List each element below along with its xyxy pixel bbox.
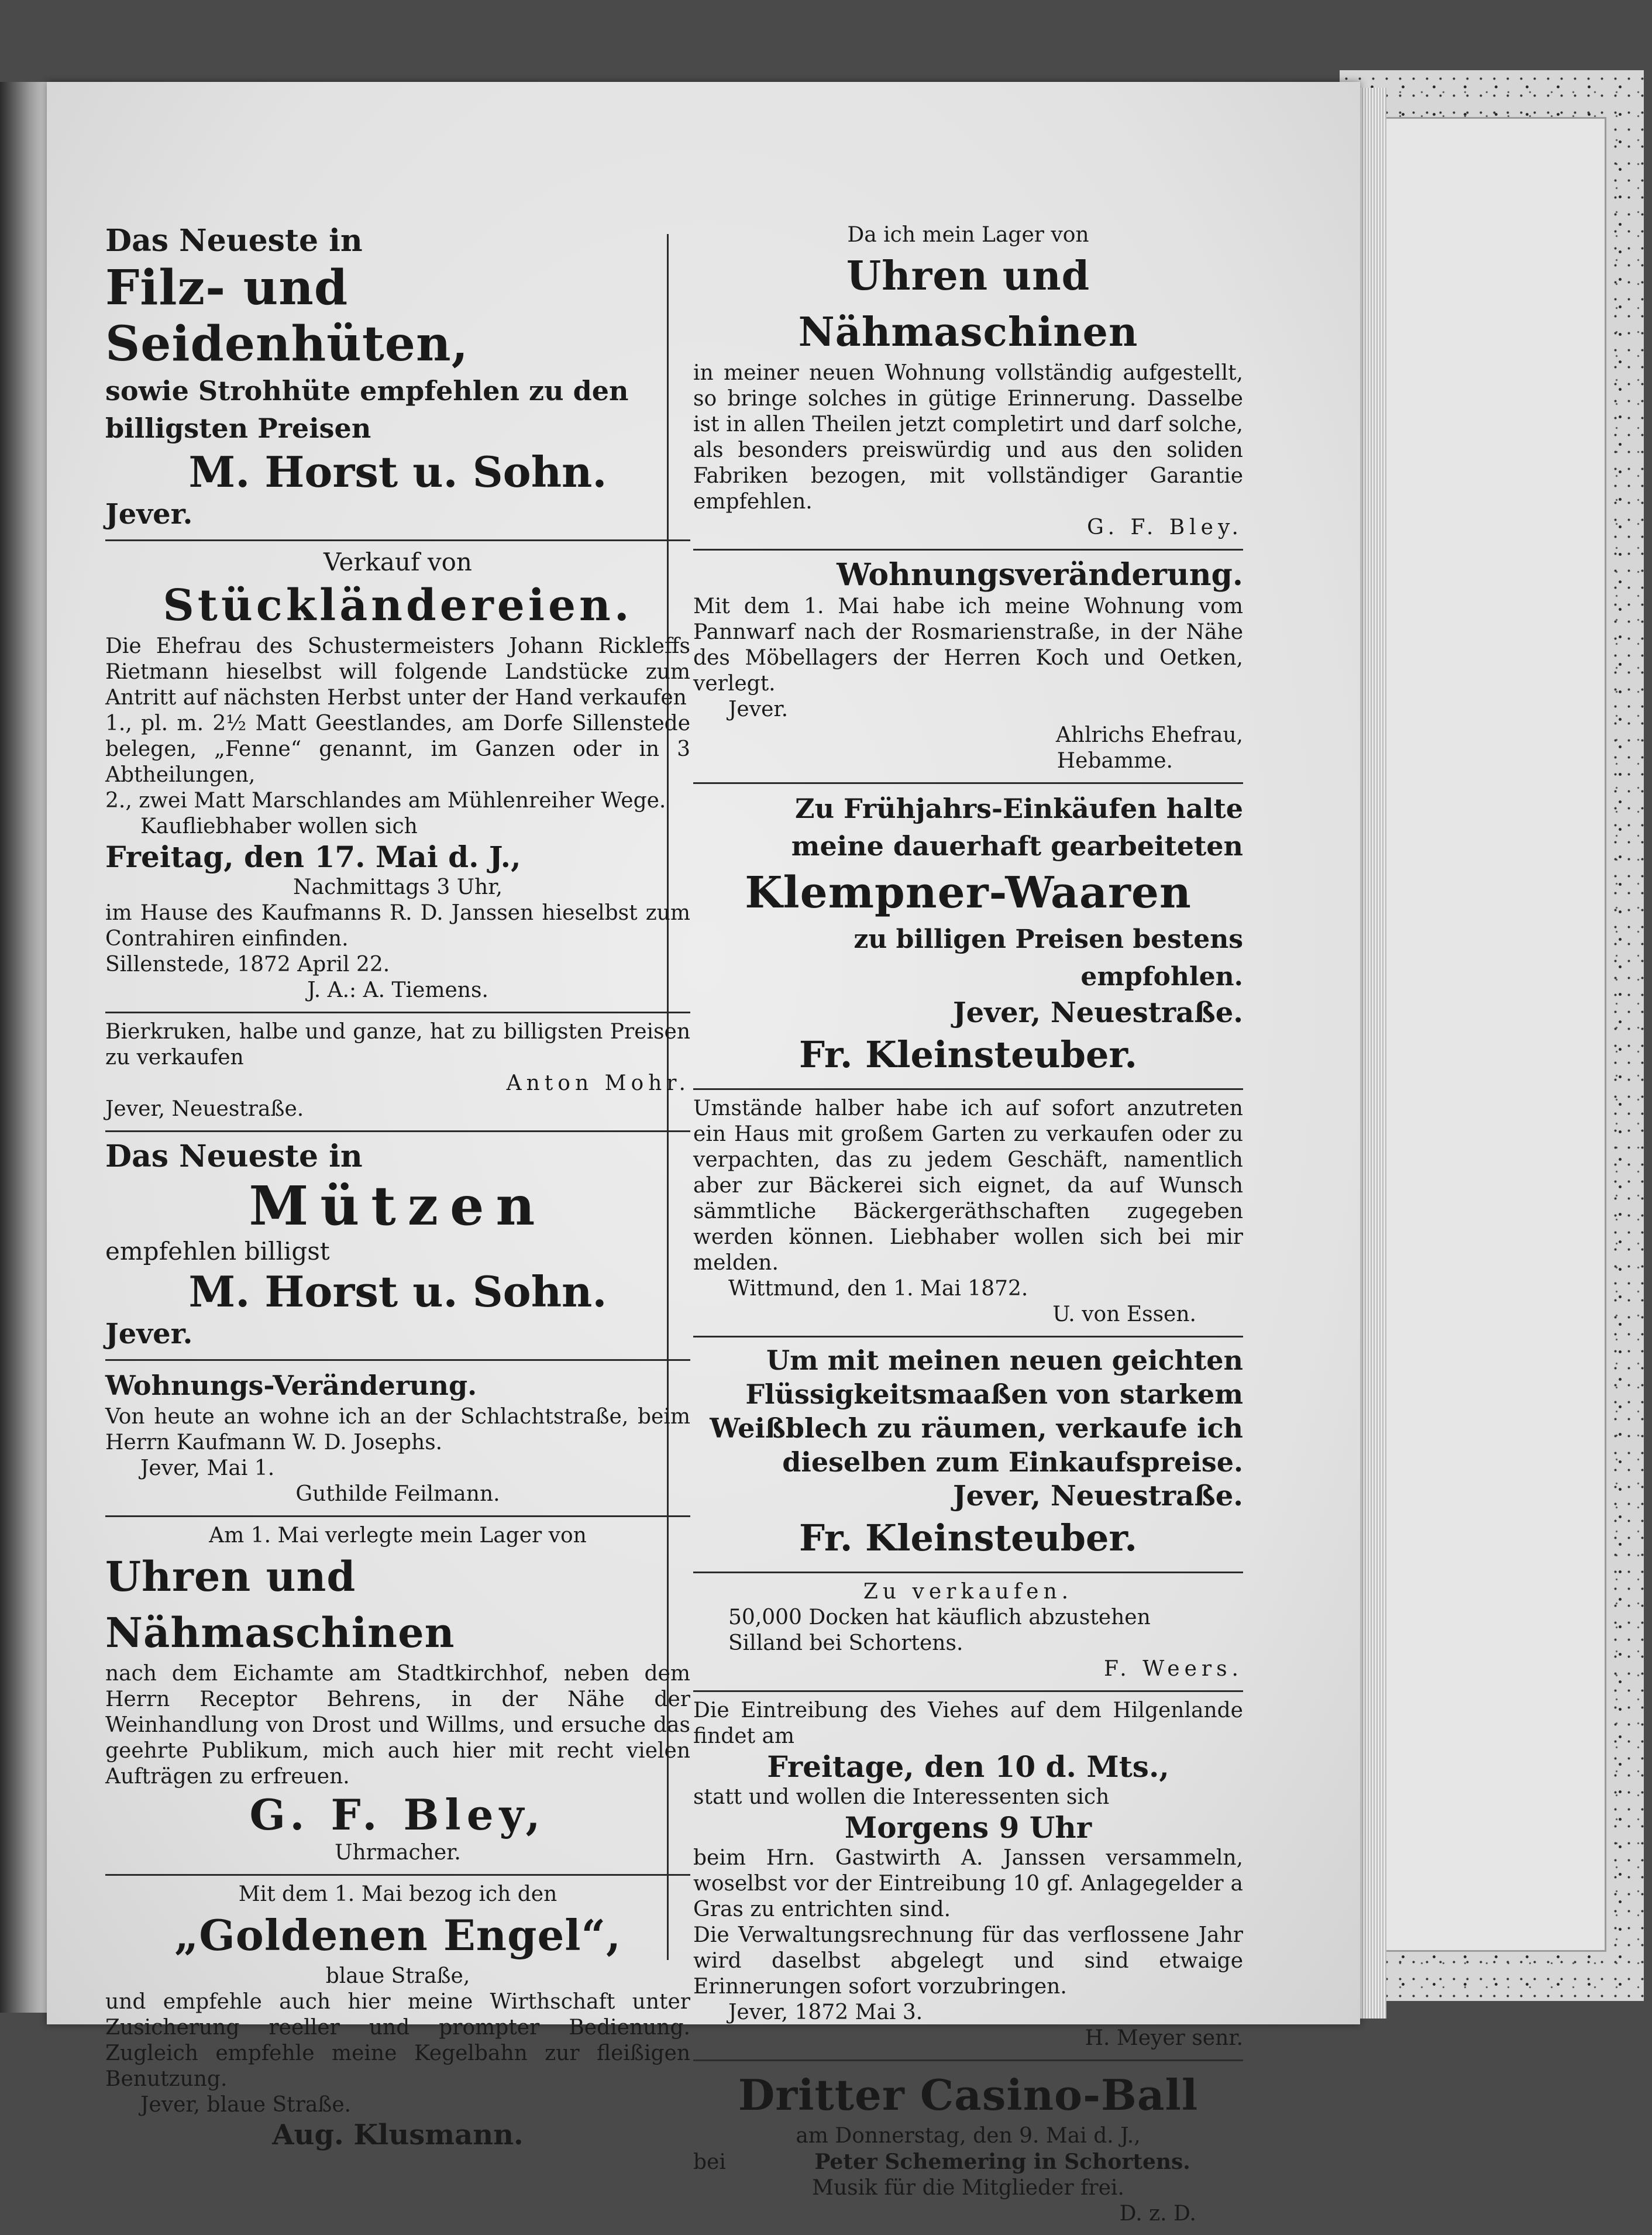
ad-move-ahlrichs-title: Wohnungsveränderung.: [837, 557, 1243, 593]
ad-clocks-left-body: nach dem Eichamte am Stadtkirchhof, neben dem Herrn Receptor Behrens, in der Nähe der Weinhandlung von Drost und Willms, und ersuche das geehrte Publikum, mich auch hier mit recht vielen Aufträgen zu erfreuen.: [105, 1662, 690, 1789]
ad-casino-title: Dritter Casino-Ball: [738, 2070, 1199, 2120]
ad-casino-where-line: [693, 2149, 1243, 2175]
ad-tinware: [693, 784, 1243, 1090]
ad-measures-firm: Fr. Kleinsteuber.: [799, 1517, 1137, 1559]
ad-beer-place: Jever, Neuestraße.: [105, 1097, 304, 1121]
ad-land-body: Die Ehefrau des Schustermeisters Johann Rickleffs Rietmann hieselbst will folgende Landstücke zum Antritt auf nächsten Herbst unter der Hand verkaufen: [105, 634, 690, 710]
ad-angel-sub: blaue Straße,: [325, 1964, 470, 1988]
ad-land-buyers: Kaufliebhaber wollen sich: [140, 814, 418, 838]
ad-tinware-line3: zu billigen Preisen bestens empfohlen.: [853, 924, 1243, 992]
ad-caps-firm: M. Horst u. Sohn.: [188, 1267, 607, 1316]
ad-cattle-drive: [693, 1692, 1243, 2061]
ad-land-sale: [105, 541, 690, 1013]
ad-move-feilmann-place: Jever, Mai 1.: [140, 1456, 275, 1480]
ad-caps-line3: empfehlen billigst: [105, 1237, 330, 1266]
ad-cattle-name: H. Meyer senr.: [1085, 2026, 1243, 2050]
ad-move-ahlrichs-place: Jever.: [728, 697, 789, 721]
ad-move-feilmann-body: Von heute an wohne ich an der Schlachtstraße, beim Herrn Kaufmann W. D. Josephs.: [105, 1405, 690, 1455]
ad-land-item2: 2., zwei Matt Marschlandes am Mühlenreiher Wege.: [105, 789, 666, 813]
ad-land-sign: J. A.: A. Tiemens.: [307, 978, 488, 1002]
ad-cattle-body4: Die Verwaltungsrechnung für das verflossene Jahr wird daselbst abgelegt und sind etwaige Erinnerungen sofort vorzubringen.: [693, 1923, 1243, 1999]
ad-docken-sale: [693, 1573, 1243, 1692]
ad-docken-name: F. Weers.: [1103, 1657, 1243, 1681]
ad-cattle-body2: statt und wollen die Interessenten sich: [693, 1785, 1110, 1809]
ad-clocks-right-intro: Da ich mein Lager von: [847, 223, 1089, 247]
ad-tinware-firm: Fr. Kleinsteuber.: [799, 1033, 1137, 1076]
ad-casino-note: Musik für die Mitglieder frei.: [812, 2176, 1124, 2200]
ad-clocks-left-intro: Am 1. Mai verlegte mein Lager von: [209, 1524, 587, 1548]
ad-land-title1: Verkauf von: [323, 548, 472, 576]
ad-hats-line1: Das Neueste in: [105, 223, 363, 259]
ad-land-item1: 1., pl. m. 2½ Matt Geestlandes, am Dorfe Sillenstede belegen, „Fenne“ genannt, im Ganzen oder in 3 Abtheilungen,: [105, 711, 690, 787]
ad-clocks-left-role: Uhrmacher.: [335, 1841, 461, 1865]
ad-tinware-line2: meine dauerhaft gearbeiteten: [791, 830, 1243, 862]
ad-angel-name: Aug. Klusmann.: [272, 2119, 524, 2151]
ad-caps-place: Jever.: [105, 1318, 193, 1350]
ad-hats: [105, 216, 690, 541]
ad-clocks-bley-right: [693, 216, 1243, 551]
ad-cattle-dateline: Jever, 1872 Mai 3.: [728, 2000, 923, 2024]
ad-caps: [105, 1132, 690, 1361]
ad-cattle-body3: beim Hrn. Gastwirth A. Janssen versammeln, woselbst vor der Eintreibung 10 gf. Anlagegelder a Gras zu entrichten sind.: [693, 1846, 1243, 1921]
ad-land-time: Nachmittags 3 Uhr,: [293, 875, 503, 899]
ad-measures-place: Jever, Neuestraße.: [952, 1480, 1243, 1512]
ad-angel-place: Jever, blaue Straße.: [140, 2093, 352, 2117]
ad-tinware-place: Jever, Neuestraße.: [952, 996, 1243, 1029]
ad-house-name: U. von Essen.: [1052, 1302, 1196, 1326]
ad-house-body: Umstände halber habe ich auf sofort anzutreten ein Haus mit großem Garten zu verkaufen oder zu verpachten, das zu jedem Geschäft, namentlich aber zur Bäckerei sich eignet, da auf Wunsch sämmtliche Bäckergeräthschaften zugegeben werden können. Liebhaber wollen sich bei mir melden.: [693, 1096, 1243, 1275]
ad-angel-intro: Mit dem 1. Mai bezog ich den: [238, 1882, 557, 1906]
left-page-edge: [0, 82, 50, 2013]
ad-tinware-title: Klempner-Waaren: [745, 868, 1192, 918]
ad-docken-place: Silland bei Schortens.: [728, 1631, 963, 1655]
ad-casino-where: Peter Schemering in Schortens.: [814, 2150, 1190, 2174]
ad-tinware-line1: Zu Frühjahrs-Einkäufen halte: [795, 793, 1243, 824]
ad-cattle-date: Freitage, den 10 d. Mts.,: [767, 1749, 1169, 1784]
ad-beer-mugs: [105, 1013, 690, 1132]
ad-clocks-left-name: G. F. Bley,: [249, 1790, 546, 1839]
ad-move-feilmann: [105, 1361, 690, 1517]
ad-land-date: Freitag, den 17. Mai d. J.,: [105, 840, 521, 874]
ad-caps-line1: Das Neueste in: [105, 1139, 363, 1174]
ad-angel-body: und empfehle auch hier meine Wirthschaft unter Zusicherung reeller und prompter Bedienung. Zugleich empfehle meine Kegelbahn zur fleißigen Benutzung.: [105, 1990, 690, 2091]
ad-clocks-right-body: in meiner neuen Wohnung vollständig aufgestellt, so bringe solches in gütige Erinnerung. Dasselbe ist in allen Theilen jetzt completirt und darf solche, als besonders preiswürdig und aus den soliden Fabriken bezogen, mit vollständiger Garantie empfehlen.: [693, 361, 1243, 514]
ad-beer-name: Anton Mohr.: [506, 1071, 690, 1095]
ad-cattle-body1: Die Eintreibung des Viehes auf dem Hilgenlande findet am: [693, 1698, 1243, 1748]
ad-hats-line4: billigsten Preisen: [105, 412, 371, 444]
ad-clocks-bley-left: [105, 1517, 690, 1876]
ad-hats-firm: M. Horst u. Sohn.: [188, 447, 607, 497]
ad-docken-body: 50,000 Docken hat käuflich abzustehen: [728, 1605, 1151, 1629]
ad-caps-line2: Mützen: [249, 1174, 547, 1237]
ad-casino-bei: bei: [693, 2150, 726, 2174]
ad-casino-sign: D. z. D.: [1119, 2202, 1196, 2226]
ad-cattle-time: Morgens 9 Uhr: [844, 1810, 1092, 1845]
ad-golden-angel: [105, 1876, 690, 2160]
ad-move-feilmann-title: Wohnungs-Veränderung.: [105, 1370, 477, 1401]
ad-move-ahlrichs-body: Mit dem 1. Mai habe ich meine Wohnung vom Pannwarf nach der Rosmarienstraße, in der Nähe des Möbellagers der Herren Koch und Oetken, verlegt.: [693, 594, 1243, 696]
ad-measures-body: Um mit meinen neuen geichten Flüssigkeitsmaaßen von starkem Weißblech zu räumen, verkaufe ich dieselben zum Einkaufspreise.: [710, 1345, 1243, 1478]
ad-land-where: im Hause des Kaufmanns R. D. Janssen hieselbst zum Contrahiren einfinden.: [105, 901, 690, 951]
ad-house-dateline: Wittmund, den 1. Mai 1872.: [728, 1277, 1028, 1301]
ad-beer-body: Bierkruken, halbe und ganze, hat zu billigsten Preisen zu verkaufen: [105, 1020, 690, 1070]
ad-angel-title: „Goldenen Engel“,: [174, 1910, 622, 1960]
ad-land-title2: Stückländereien.: [163, 580, 633, 631]
ad-move-ahlrichs: [693, 551, 1243, 784]
ad-casino-date: am Donnerstag, den 9. Mai d. J.,: [796, 2124, 1141, 2148]
ad-hats-line2: Filz- und Seidenhüten,: [105, 260, 469, 372]
ad-measures: [693, 1337, 1243, 1573]
ad-move-ahlrichs-role: Hebamme.: [1056, 749, 1173, 773]
left-column: [105, 216, 690, 2160]
ad-clocks-right-title: Uhren und Nähmaschinen: [798, 253, 1138, 356]
right-column: [693, 216, 1243, 2235]
ad-clocks-left-title: Uhren und Nähmaschinen: [105, 1552, 455, 1657]
ad-hats-place: Jever.: [105, 498, 193, 531]
ad-move-ahlrichs-name: Ahlrichs Ehefrau,: [1055, 723, 1243, 747]
ad-move-feilmann-name: Guthilde Feilmann.: [295, 1482, 500, 1506]
cover-board-inner-panel: [1381, 117, 1606, 1952]
ad-clocks-right-name: G. F. Bley.: [1087, 515, 1243, 539]
ad-casino-ball: [693, 2061, 1243, 2235]
ad-hats-line3: sowie Strohhüte empfehlen zu den: [105, 375, 629, 407]
ad-land-dateline: Sillenstede, 1872 April 22.: [105, 953, 390, 976]
ad-docken-title: Zu verkaufen.: [863, 1580, 1073, 1604]
ad-house-sale: [693, 1090, 1243, 1337]
